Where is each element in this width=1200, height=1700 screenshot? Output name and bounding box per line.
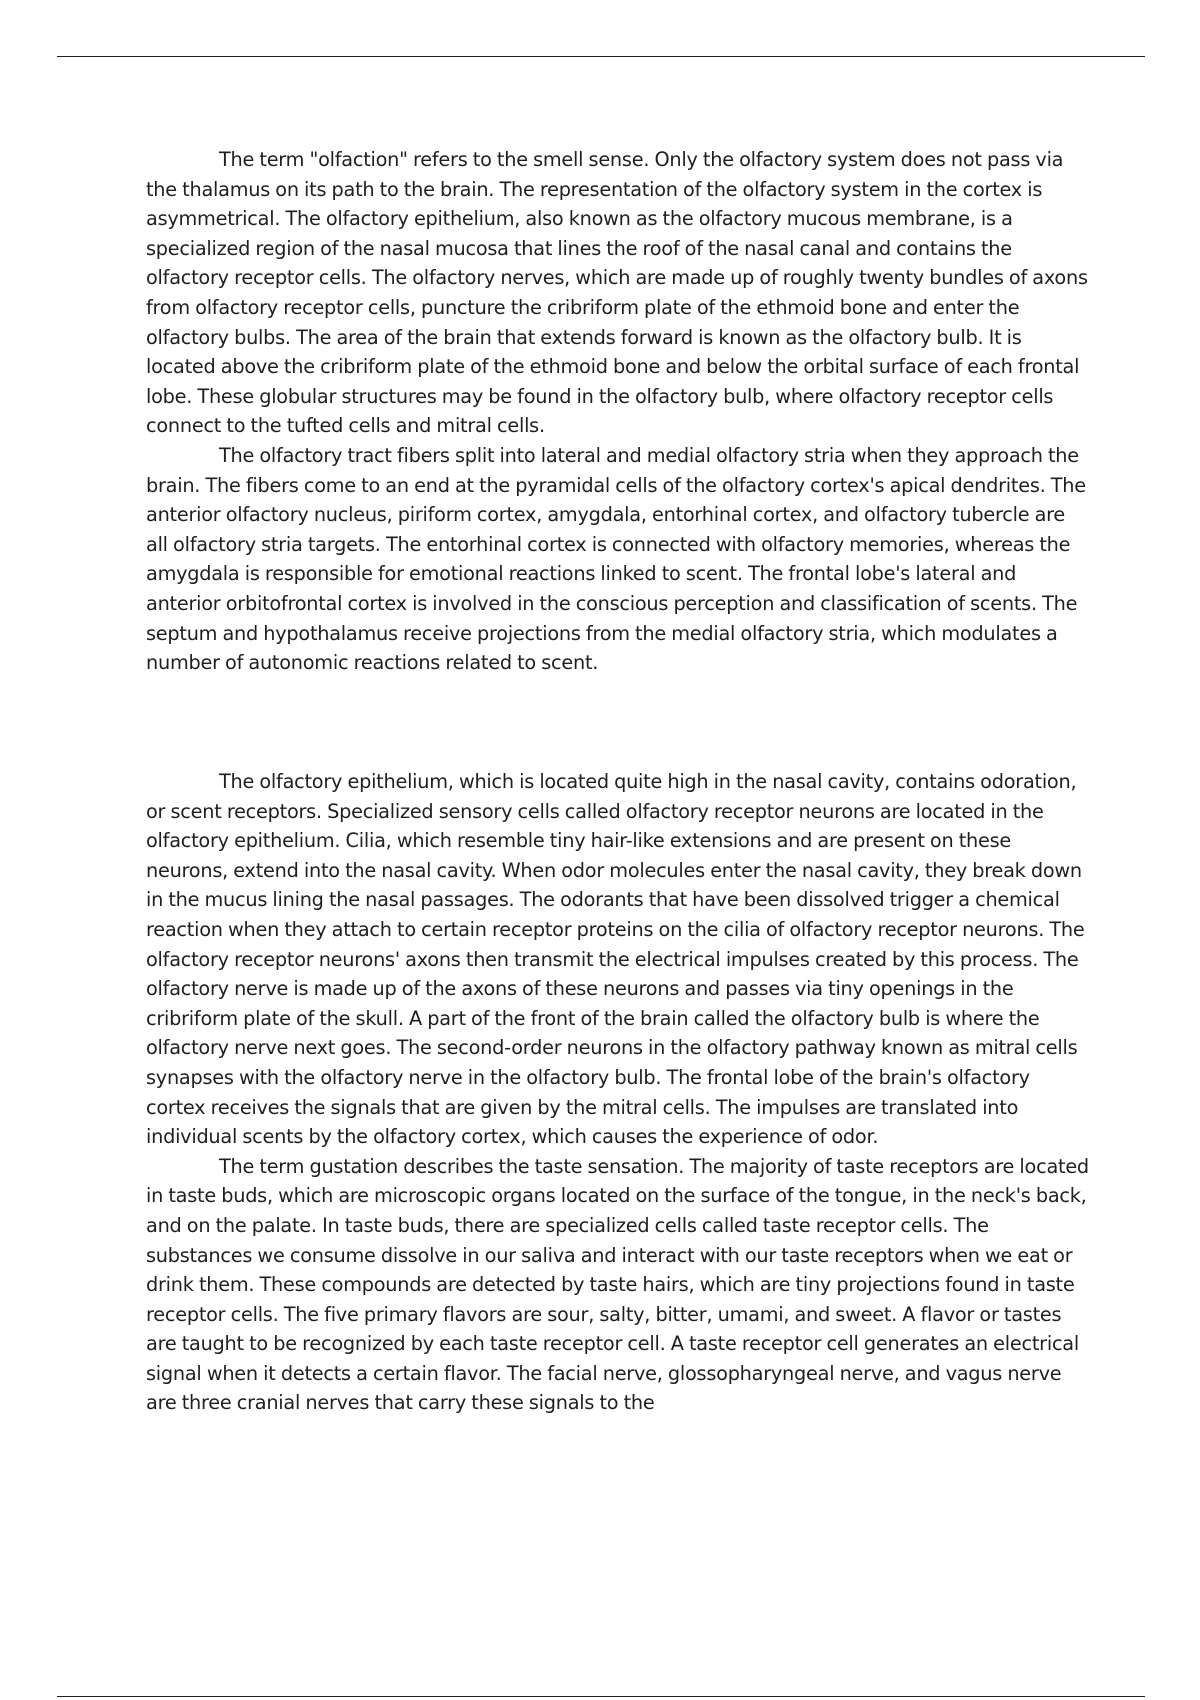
header-rule xyxy=(57,56,1145,57)
paragraph-olfaction-intro: The term "olfaction" refers to the smell sense. Only the olfactory system does not pass via the thalamus on its path to the brain. The representation of the olfactory system in the cortex is asymmetrical. The olfactory epithelium, also known as the olfactory mucous membrane, is a specialized region of the nasal mucosa that lines the roof of the nasal canal and contains the olfactory receptor cells. The olfactory nerves, which are made up of roughly twenty bundles of axons from olfactory receptor cells, puncture the cribriform plate of the ethmoid bone and enter the olfactory bulbs. The area of the brain that extends forward is known as the olfactory bulb. It is located above the cribriform plate of the ethmoid bone and below the orbital surface of each frontal lobe. These globular structures may be found in the olfactory bulb, where olfactory receptor cells connect to the tufted cells and mitral cells. xyxy=(146,148,1088,438)
paragraph-olfactory-epithelium: The olfactory epithelium, which is located quite high in the nasal cavity, contains odoration, or scent receptors. Specialized sensory cells called olfactory receptor neurons are located in the olfactory epithelium. Cilia, which resemble tiny hair-like extensions and are present on these neurons, extend into the nasal cavity. When odor molecules enter the nasal cavity, they break down in the mucus lining the nasal passages. The odorants that have been dissolved trigger a chemical reaction when they attach to certain receptor proteins on the cilia of olfactory receptor neurons. The olfactory receptor neurons' axons then transmit the electrical impulses created by this process. The olfactory nerve is made up of the axons of these neurons and passes via tiny openings in the cribriform plate of the skull. A part of the front of the brain called the olfactory bulb is where the olfactory nerve next goes. The second-order neurons in the olfactory pathway known as mitral cells synapses with the olfactory nerve in the olfactory bulb. The frontal lobe of the brain's olfactory cortex receives the signals that are given by the mitral cells. The impulses are translated into individual scents by the olfactory cortex, which causes the experience of odor. xyxy=(146,770,1085,1149)
text-block-olfaction-anatomy xyxy=(146,145,1091,678)
paragraph-olfactory-tract: The olfactory tract fibers split into lateral and medial olfactory stria when they approach the brain. The fibers come to an end at the pyramidal cells of the olfactory cortex's apical dendrites. The anterior olfactory nucleus, piriform cortex, amygdala, entorhinal cortex, and olfactory tubercle are all olfactory stria targets. The entorhinal cortex is connected with olfactory memories, whereas the amygdala is responsible for emotional reactions linked to scent. The frontal lobe's lateral and anterior orbitofrontal cortex is involved in the conscious perception and classification of scents. The septum and hypothalamus receive projections from the medial olfactory stria, which modulates a number of autonomic reactions related to scent. xyxy=(146,443,1086,675)
footer-rule xyxy=(57,1696,1145,1697)
paragraph-gustation: The term gustation describes the taste sensation. The majority of taste receptors are located in taste buds, which are microscopic organs located on the surface of the tongue, in the neck's back, and on the palate. In taste buds, there are specialized cells called taste receptor cells. The substances we consume dissolve in our saliva and interact with our taste receptors when we eat or drink them. These compounds are detected by taste hairs, which are tiny projections found in taste receptor cells. The five primary flavors are sour, salty, bitter, umami, and sweet. A flavor or tastes are taught to be recognized by each taste receptor cell. A taste receptor cell generates an electrical signal when it detects a certain flavor. The facial nerve, glossopharyngeal nerve, and vagus nerve are three cranial nerves that carry these signals to the xyxy=(146,1154,1089,1415)
text-block-olfaction-gustation xyxy=(146,767,1091,1418)
